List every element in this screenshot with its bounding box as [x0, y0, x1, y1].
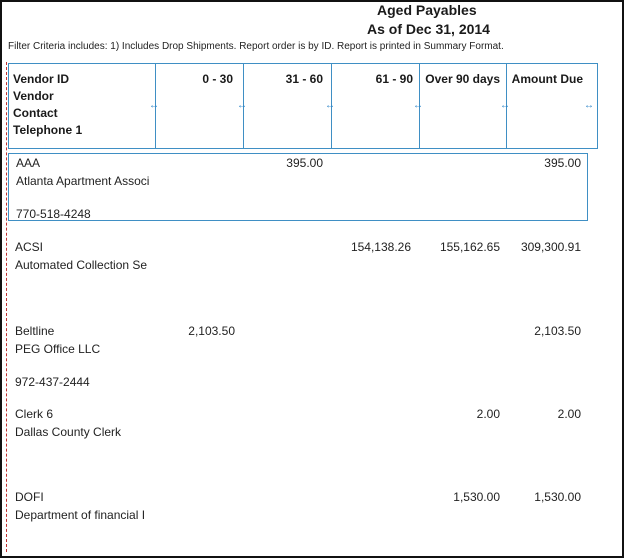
header-col-over-90[interactable] — [420, 64, 510, 148]
amount-31-60: 395.00 — [286, 156, 323, 170]
header-label-61-90: 61 - 90 — [375, 72, 413, 86]
header-contact: Contact — [13, 106, 58, 120]
vendor-id: DOFI — [15, 490, 44, 504]
table-row[interactable] — [8, 322, 588, 392]
amount-due: 309,300.91 — [520, 240, 581, 254]
vendor-name: Atlanta Apartment Associ — [16, 174, 150, 188]
resize-handle-icon[interactable]: ↔ — [325, 100, 335, 111]
amount-due: 1,530.00 — [534, 490, 581, 504]
header-label-amount-due: Amount Due — [511, 72, 583, 86]
vendor-name: Department of financial I — [15, 508, 146, 522]
resize-handle-icon[interactable]: ↔ — [584, 100, 594, 111]
vendor-name: PEG Office LLC — [15, 342, 101, 356]
resize-handle-icon[interactable]: ↔ — [500, 100, 510, 111]
page-margin-guide — [6, 62, 7, 552]
amount-due: 395.00 — [544, 156, 581, 170]
report-subtitle: As of Dec 31, 2014 — [367, 21, 490, 37]
vendor-name: Dallas County Clerk — [15, 425, 122, 439]
header-vendor-col[interactable] — [9, 64, 159, 148]
amount-61-90: 154,138.26 — [350, 240, 411, 254]
report-title: Aged Payables — [377, 2, 477, 18]
header-vendor: Vendor — [13, 89, 54, 103]
table-row[interactable] — [8, 153, 588, 221]
amount-due: 2,103.50 — [534, 324, 581, 338]
header-telephone: Telephone 1 — [13, 123, 83, 137]
amount-over-90: 155,162.65 — [439, 240, 500, 254]
column-header — [8, 63, 598, 149]
header-vendor-labels — [13, 71, 82, 139]
header-col-amount-due[interactable] — [507, 64, 597, 148]
header-label-31-60: 31 - 60 — [285, 72, 323, 86]
header-col-61-90[interactable] — [332, 64, 423, 148]
amount-due: 2.00 — [557, 407, 581, 421]
header-col-31-60[interactable] — [244, 64, 335, 148]
header-label-0-30: 0 - 30 — [202, 72, 233, 86]
vendor-name: Automated Collection Se — [15, 258, 148, 272]
amount-over-90: 1,530.00 — [453, 490, 500, 504]
header-label-over-90: Over 90 days — [425, 72, 500, 86]
vendor-id: Clerk 6 — [15, 407, 54, 421]
resize-handle-icon[interactable]: ↔ — [413, 100, 423, 111]
vendor-id: ACSI — [15, 240, 44, 254]
vendor-id: Beltline — [15, 324, 55, 338]
amount-over-90: 2.00 — [476, 407, 500, 421]
vendor-id: AAA — [16, 156, 41, 170]
resize-handle-icon[interactable]: ↔ — [237, 100, 247, 111]
table-row[interactable] — [8, 238, 588, 318]
table-row[interactable] — [8, 405, 588, 475]
resize-handle-icon[interactable]: ↔ — [149, 100, 159, 111]
header-col-0-30[interactable] — [156, 64, 247, 148]
table-row[interactable] — [8, 488, 588, 548]
vendor-phone: 770-518-4248 — [16, 207, 91, 221]
vendor-phone: 972-437-2444 — [15, 375, 90, 389]
filter-criteria: Filter Criteria includes: 1) Includes Drop Shipments. Report order is by ID. Report is printed in Summary Format. — [8, 41, 504, 52]
header-vendor-id: Vendor ID — [13, 72, 70, 86]
amount-0-30: 2,103.50 — [188, 324, 235, 338]
